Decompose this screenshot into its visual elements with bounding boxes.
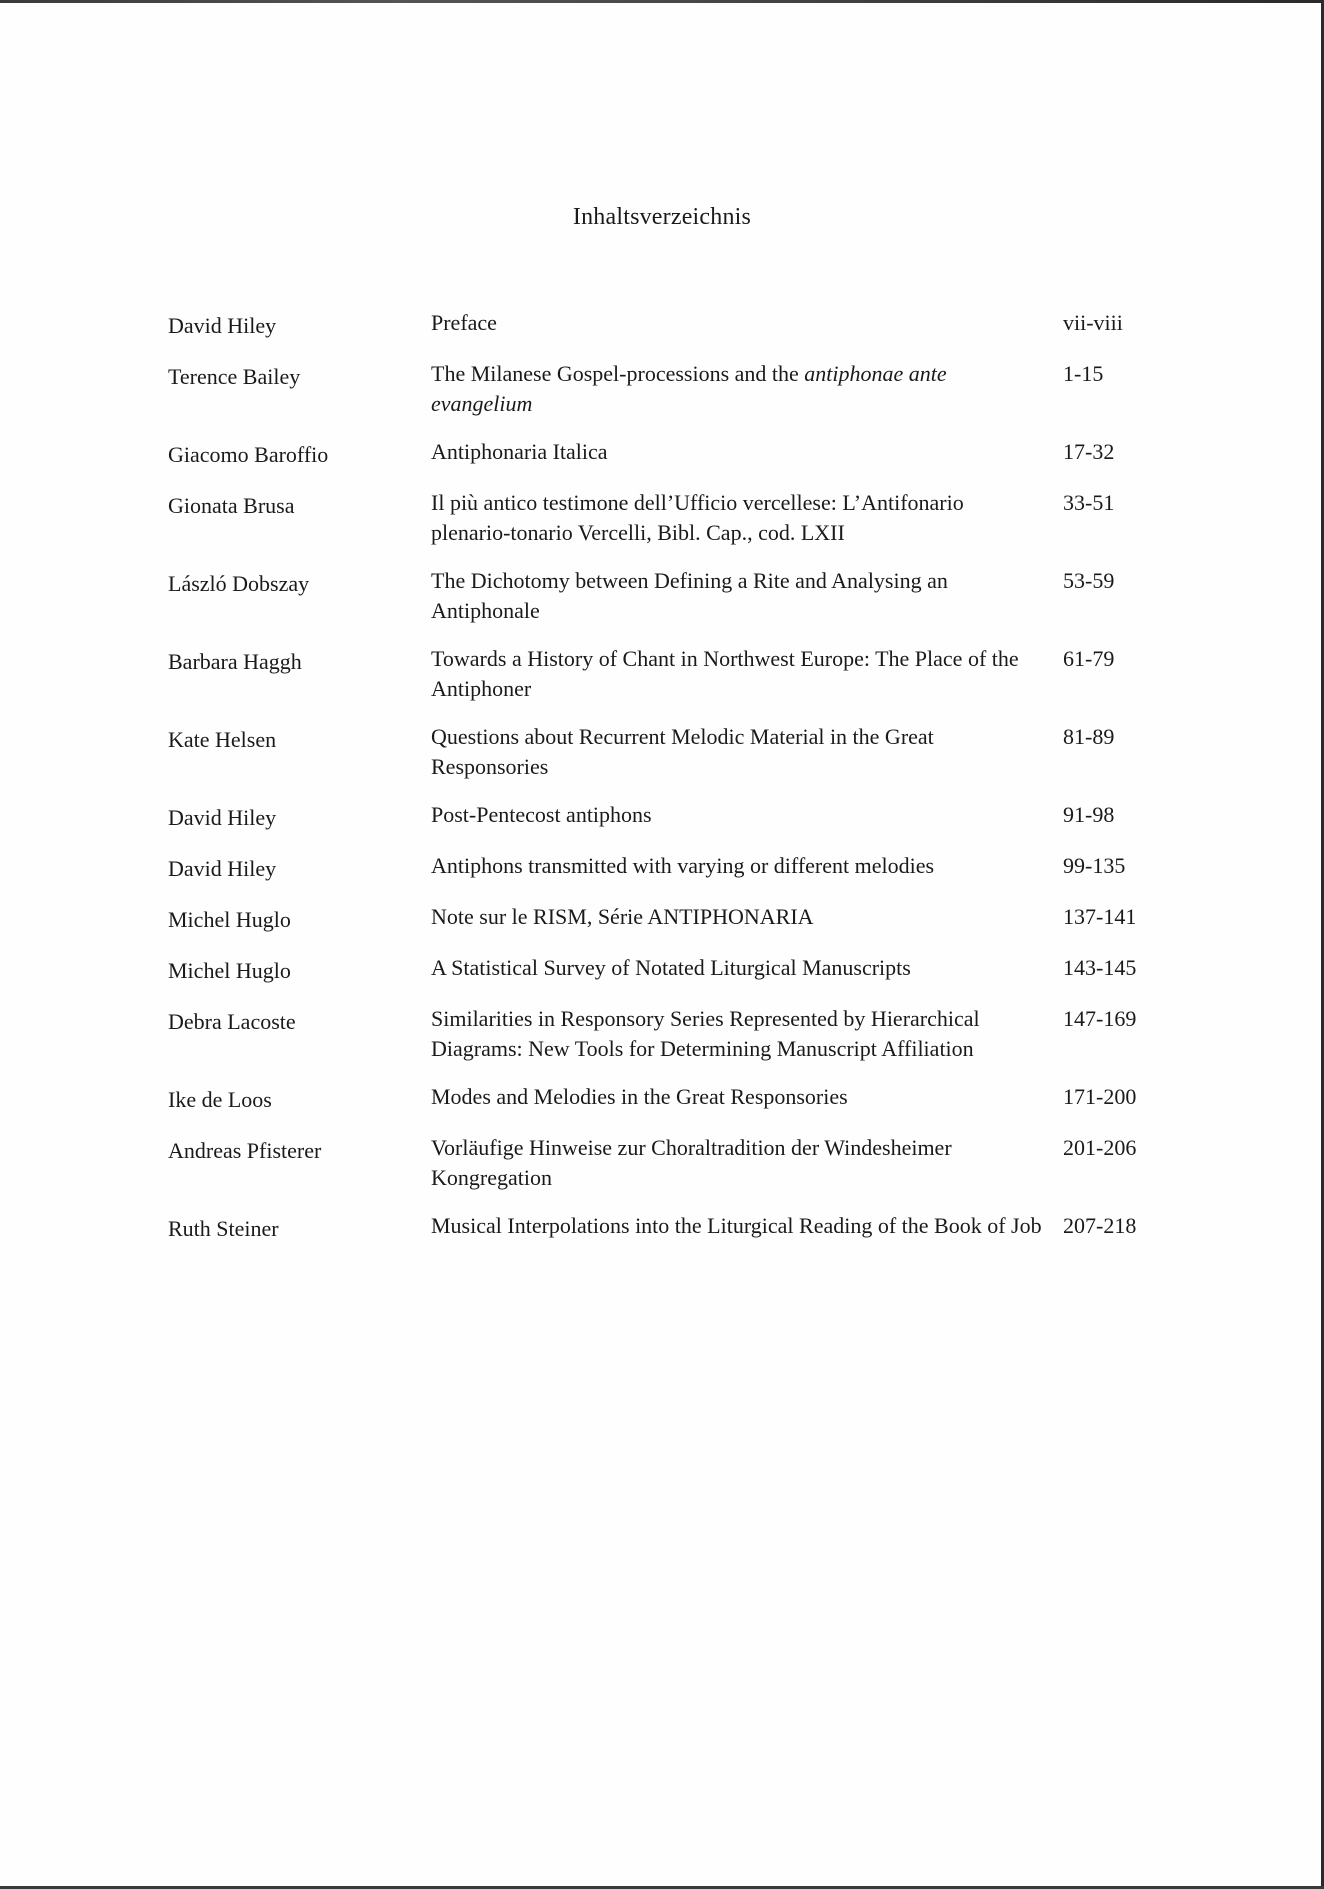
toc-page-range: 99-135: [1063, 853, 1126, 878]
toc-page-range: 91-98: [1063, 802, 1115, 827]
toc-author: Debra Lacoste: [168, 1009, 296, 1034]
toc-title-text: Antiphonaria Italica: [431, 439, 608, 464]
toc-author: Barbara Haggh: [168, 649, 302, 674]
toc-entry: [168, 437, 1168, 470]
toc-author: Andreas Pfisterer: [168, 1138, 322, 1163]
toc-title: [431, 1082, 1043, 1112]
toc-entry: [168, 488, 1168, 548]
toc-title-text: The Milanese Gospel-processions and the: [431, 361, 805, 386]
toc-title: [431, 902, 1043, 932]
toc-title-text: Antiphons transmitted with varying or different melodies: [431, 853, 935, 878]
toc-title: [431, 644, 1043, 704]
toc-entry: [168, 851, 1168, 884]
toc-entry: [168, 1004, 1168, 1064]
toc-author: David Hiley: [168, 805, 277, 830]
toc-entry: [168, 308, 1168, 341]
toc-title-text: Musical Interpolations into the Liturgical Reading of the Book of Job: [431, 1213, 1042, 1238]
toc-entry: [168, 1082, 1168, 1115]
toc-page-range: 33-51: [1063, 490, 1115, 515]
toc-page-range: 171-200: [1063, 1084, 1137, 1109]
toc-title: [431, 722, 1043, 782]
scan-edge-top: [0, 0, 1324, 3]
toc-author: Gionata Brusa: [168, 493, 295, 518]
toc-author: Kate Helsen: [168, 727, 277, 752]
toc-author: Michel Huglo: [168, 958, 291, 983]
toc-page-range: 53-59: [1063, 568, 1115, 593]
toc-author: Terence Bailey: [168, 364, 301, 389]
toc-title: [431, 359, 1043, 419]
toc-title-text: Il più antico testimone dell’Ufficio vercellese: L’Antifonario plenario-tonario Vercelli, Bibl. Cap., cod. LXII: [431, 490, 964, 545]
toc-page-range: 207-218: [1063, 1213, 1137, 1238]
toc-entry: [168, 953, 1168, 986]
toc-page-range: 81-89: [1063, 724, 1115, 749]
toc-author: Ike de Loos: [168, 1087, 272, 1112]
toc-page-range: 17-32: [1063, 439, 1115, 464]
toc-entry: [168, 566, 1168, 626]
toc-entry: [168, 1211, 1168, 1244]
toc-entry: [168, 800, 1168, 833]
toc-title: [431, 308, 1043, 338]
toc-page-range: 147-169: [1063, 1006, 1137, 1031]
toc-page-range: 1-15: [1063, 361, 1104, 386]
toc-title-text: A Statistical Survey of Notated Liturgical Manuscripts: [431, 955, 911, 980]
toc-title-text: Modes and Melodies in the Great Responsories: [431, 1084, 848, 1109]
toc-title-text: Post-Pentecost antiphons: [431, 802, 652, 827]
toc-page-range: 201-206: [1063, 1135, 1137, 1160]
toc-title: [431, 953, 1043, 983]
toc-author: David Hiley: [168, 313, 277, 338]
toc-author: Michel Huglo: [168, 907, 291, 932]
toc-page-range: 143-145: [1063, 955, 1137, 980]
toc-title-text: Questions about Recurrent Melodic Material in the Great Responsories: [431, 724, 934, 779]
toc-page-range: vii-viii: [1063, 310, 1123, 335]
toc-entry: [168, 1133, 1168, 1193]
toc-title: [431, 488, 1043, 548]
toc-page-range: 61-79: [1063, 646, 1115, 671]
toc-title-text: Vorläufige Hinweise zur Choraltradition der Windesheimer Kongregation: [431, 1135, 952, 1190]
toc-title-text: Similarities in Responsory Series Represented by Hierarchical Diagrams: New Tools for Determining Manuscript Affiliation: [431, 1006, 980, 1061]
toc-title: [431, 1133, 1043, 1193]
toc-title-text: Preface: [431, 310, 497, 335]
toc-entry: [168, 359, 1168, 419]
toc-title: [431, 1211, 1043, 1241]
toc-title: [431, 437, 1043, 467]
toc-title: [431, 800, 1043, 830]
toc-title: [431, 1004, 1043, 1064]
toc-title: [431, 566, 1043, 626]
toc-page-range: 137-141: [1063, 904, 1137, 929]
toc-title-text: The Dichotomy between Defining a Rite and Analysing an Antiphonale: [431, 568, 948, 623]
toc-entry: [168, 722, 1168, 782]
toc-author: David Hiley: [168, 856, 277, 881]
toc-title: [431, 851, 1043, 881]
table-of-contents: [168, 308, 1168, 1262]
toc-author: Ruth Steiner: [168, 1216, 279, 1241]
toc-title-italic-text: antiphonae ante evangelium: [431, 361, 947, 416]
toc-author: Giacomo Baroffio: [168, 442, 329, 467]
toc-author: László Dobszay: [168, 571, 310, 596]
toc-entry: [168, 902, 1168, 935]
page-title: Inhaltsverzeichnis: [572, 204, 752, 230]
toc-entry: [168, 644, 1168, 704]
toc-title-text: Note sur le RISM, Série ANTIPHONARIA: [431, 904, 814, 929]
toc-title-text: Towards a History of Chant in Northwest Europe: The Place of the Antiphoner: [431, 646, 1019, 701]
